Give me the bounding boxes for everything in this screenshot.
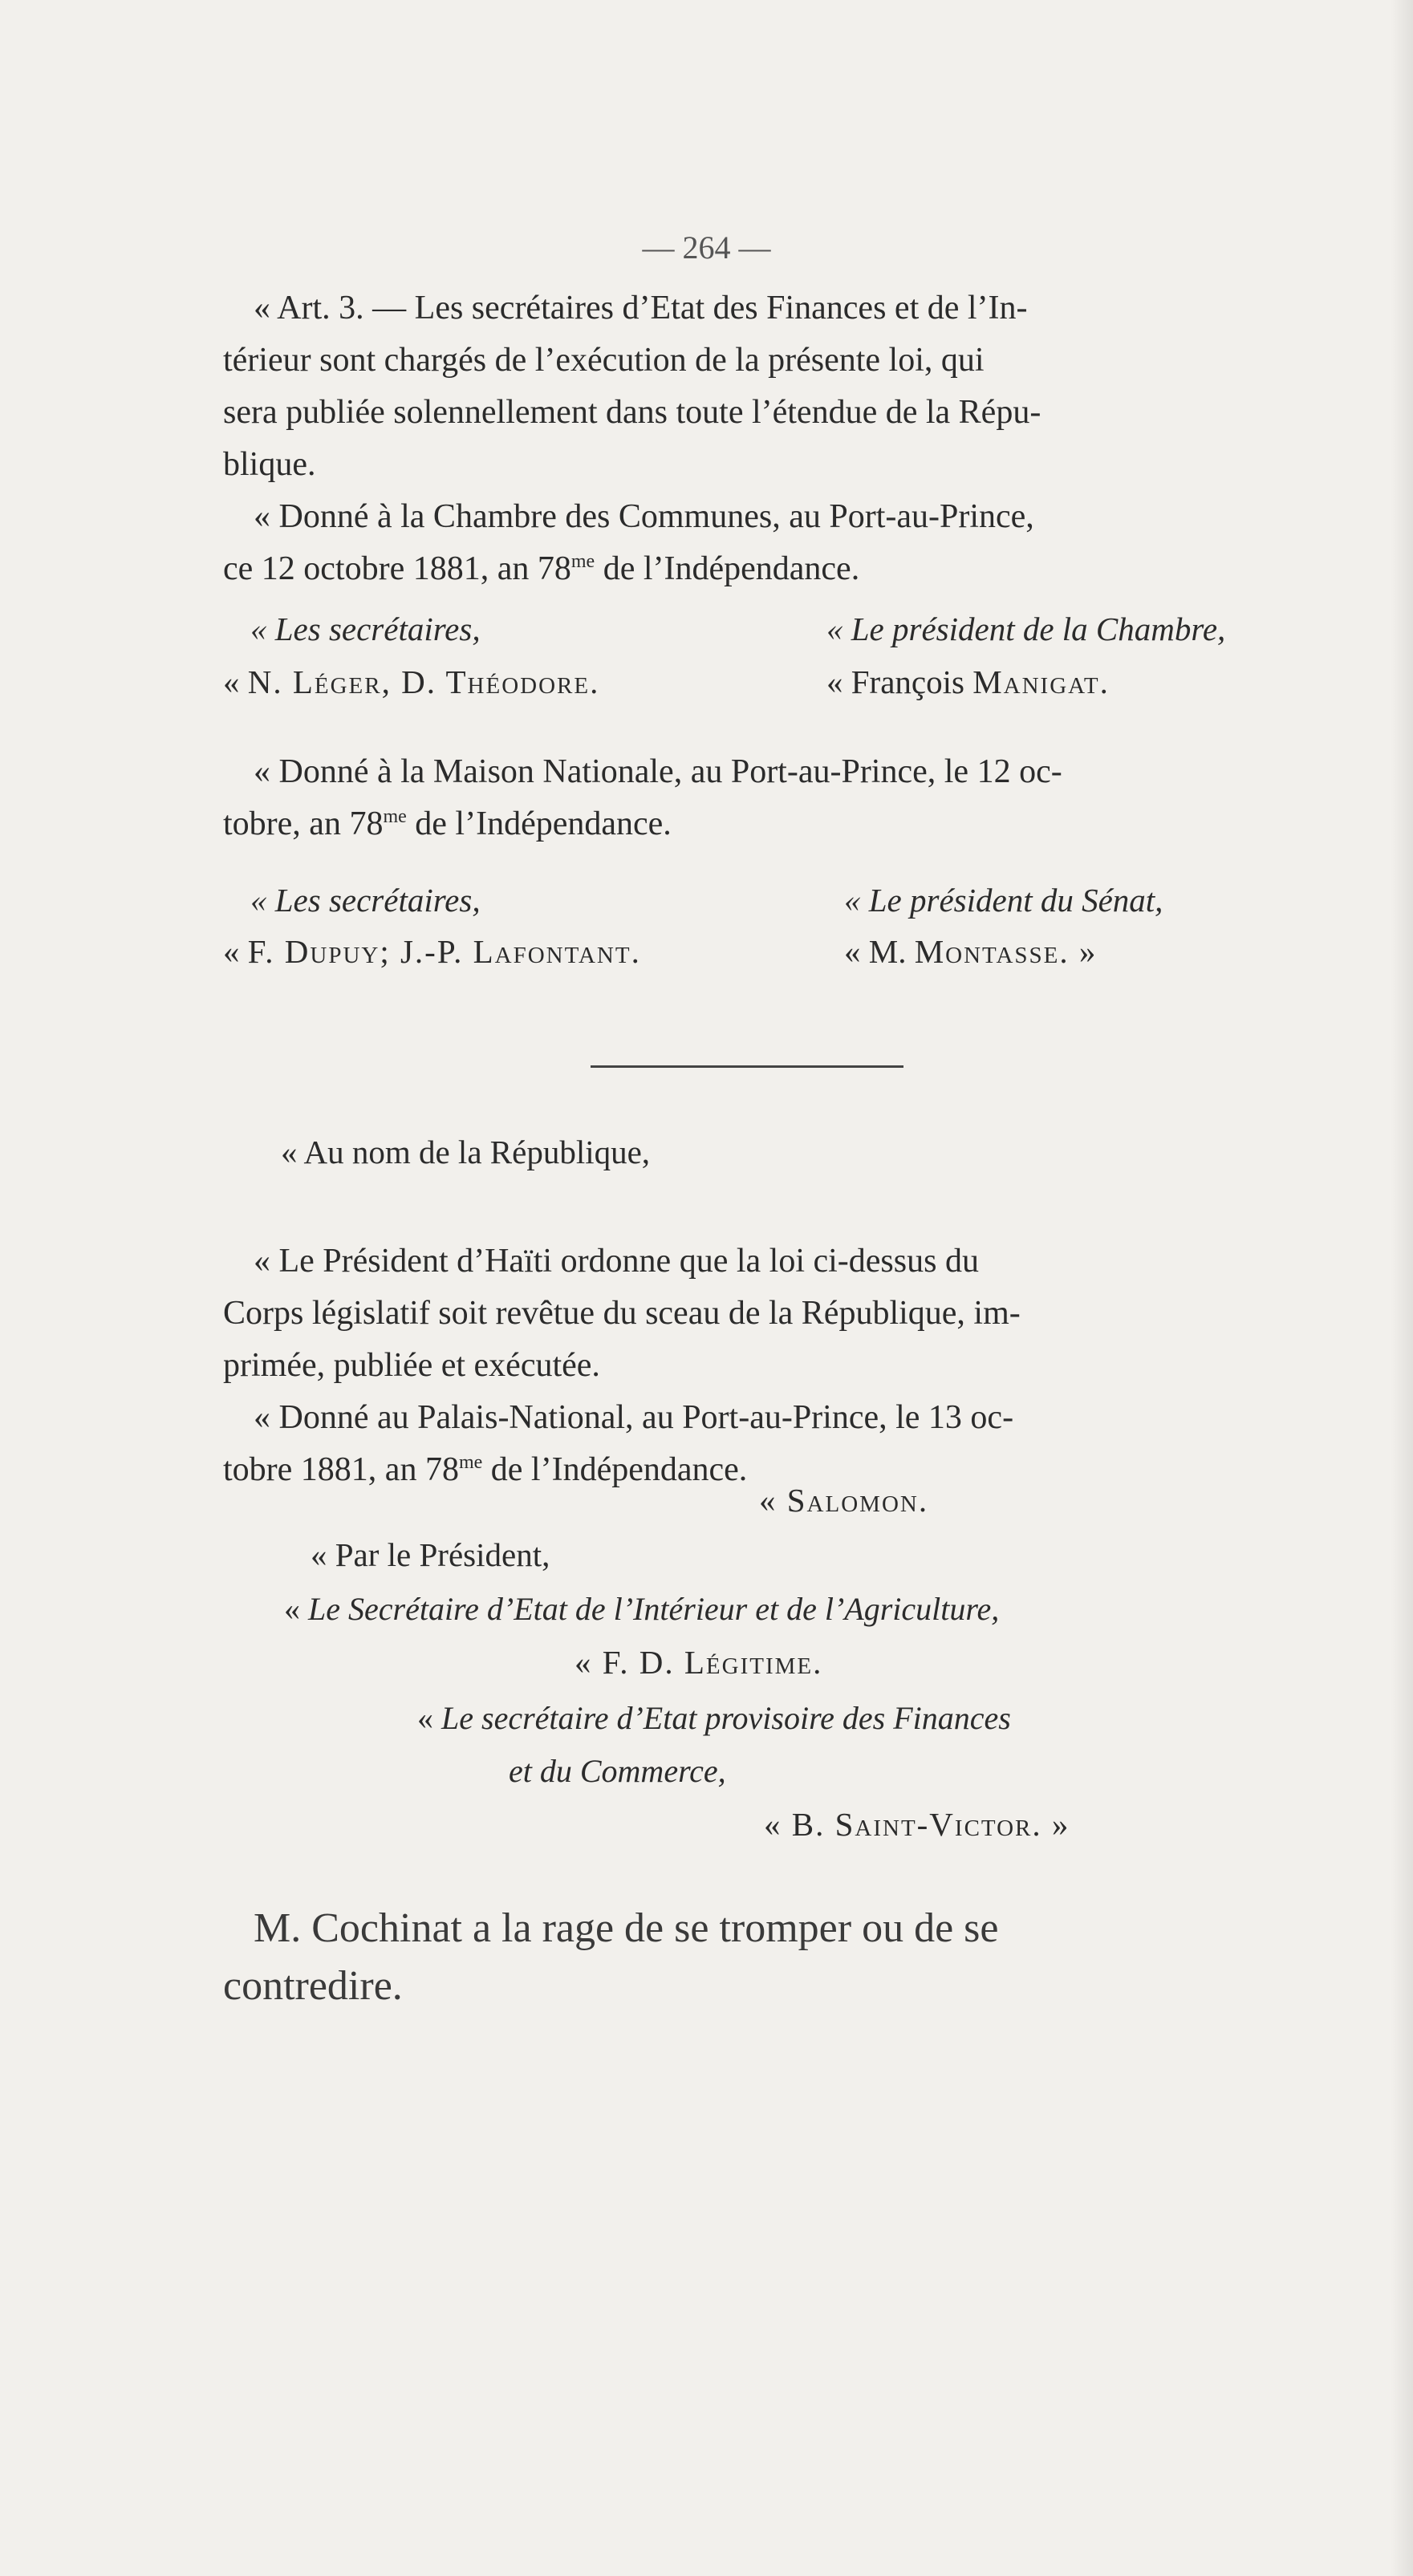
donne-chambre-paragraph <box>223 491 1311 595</box>
article-3-line-1: « Art. 3. — Les secrétaires d’Etat des Finances et de l’In- <box>254 290 1028 327</box>
au-nom-de-la-republique: « Au nom de la République, <box>281 1134 651 1170</box>
interieur-title: « Le Secrétaire d’Etat de l’Intérieur et de l’Agriculture, <box>284 1591 1000 1627</box>
closing-line-1: M. Cochinat a la rage de se tromper ou de se <box>254 1905 999 1951</box>
donne-maison-line-1: « Donné à la Maison Nationale, au Port-au-Prince, le 12 oc- <box>254 753 1062 790</box>
article-3-paragraph <box>223 282 1311 491</box>
article-3-line-4: blique. <box>223 446 316 483</box>
page-edge-shadow <box>1391 0 1413 2576</box>
chambre-secretaires-title: « Les secrétaires, <box>250 611 481 647</box>
donne-maison-line-2: tobre, an $78^{me}$ de l’Indépendance. <box>223 805 672 842</box>
republique-line-5: tobre 1881, an $78^{me}$ de l’Indépendance. <box>223 1451 748 1488</box>
legitime-signature: « F. D. Légitime. <box>575 1644 823 1681</box>
article-3-line-2: térieur sont chargés de l’exécution de la présente loi, qui <box>223 342 985 379</box>
salomon-signature: « Salomon. <box>759 1482 929 1519</box>
closing-paragraph <box>223 1900 1330 2015</box>
chambre-president-title: « Le président de la Chambre, <box>826 611 1226 647</box>
republique-paragraph <box>223 1235 1311 1496</box>
chambre-secretaires-names: « N. Léger, D. Théodore. <box>223 663 600 700</box>
senat-president-name: « M. Montasse. » <box>844 933 1098 970</box>
section-divider <box>591 1065 903 1068</box>
finances-title-line-2: et du Commerce, <box>509 1753 726 1789</box>
republique-line-3: primée, publiée et exécutée. <box>223 1347 600 1384</box>
donne-maison-paragraph <box>223 746 1311 850</box>
donne-chambre-line-1: « Donné à la Chambre des Communes, au Port-au-Prince, <box>254 498 1034 535</box>
par-le-president: « Par le Président, <box>311 1536 550 1573</box>
chambre-president-name: « François Manigat. <box>826 663 1110 700</box>
finances-title-line-1: « Le secrétaire d’Etat provisoire des Finances <box>417 1700 1011 1736</box>
republique-line-4: « Donné au Palais-National, au Port-au-Prince, le 13 oc- <box>254 1399 1014 1436</box>
senat-secretaires-names: « F. Dupuy; J.-P. Lafontant. <box>223 933 641 970</box>
article-3-line-3: sera publiée solennellement dans toute l’étendue de la Répu- <box>223 394 1041 431</box>
senat-president-title: « Le président du Sénat, <box>844 882 1163 919</box>
page-number: — 264 — <box>642 229 771 266</box>
republique-line-1: « Le Président d’Haïti ordonne que la loi ci-dessus du <box>254 1243 979 1280</box>
closing-line-2: contredire. <box>223 1963 403 2009</box>
donne-chambre-line-2: ce 12 octobre 1881, an $78^{me}$ de l’Indépendance. <box>223 550 860 587</box>
republique-line-2: Corps législatif soit revêtue du sceau de la République, im- <box>223 1295 1021 1332</box>
saint-victor-signature: « B. Saint-Victor. » <box>764 1806 1070 1843</box>
senat-secretaires-title: « Les secrétaires, <box>250 882 481 919</box>
